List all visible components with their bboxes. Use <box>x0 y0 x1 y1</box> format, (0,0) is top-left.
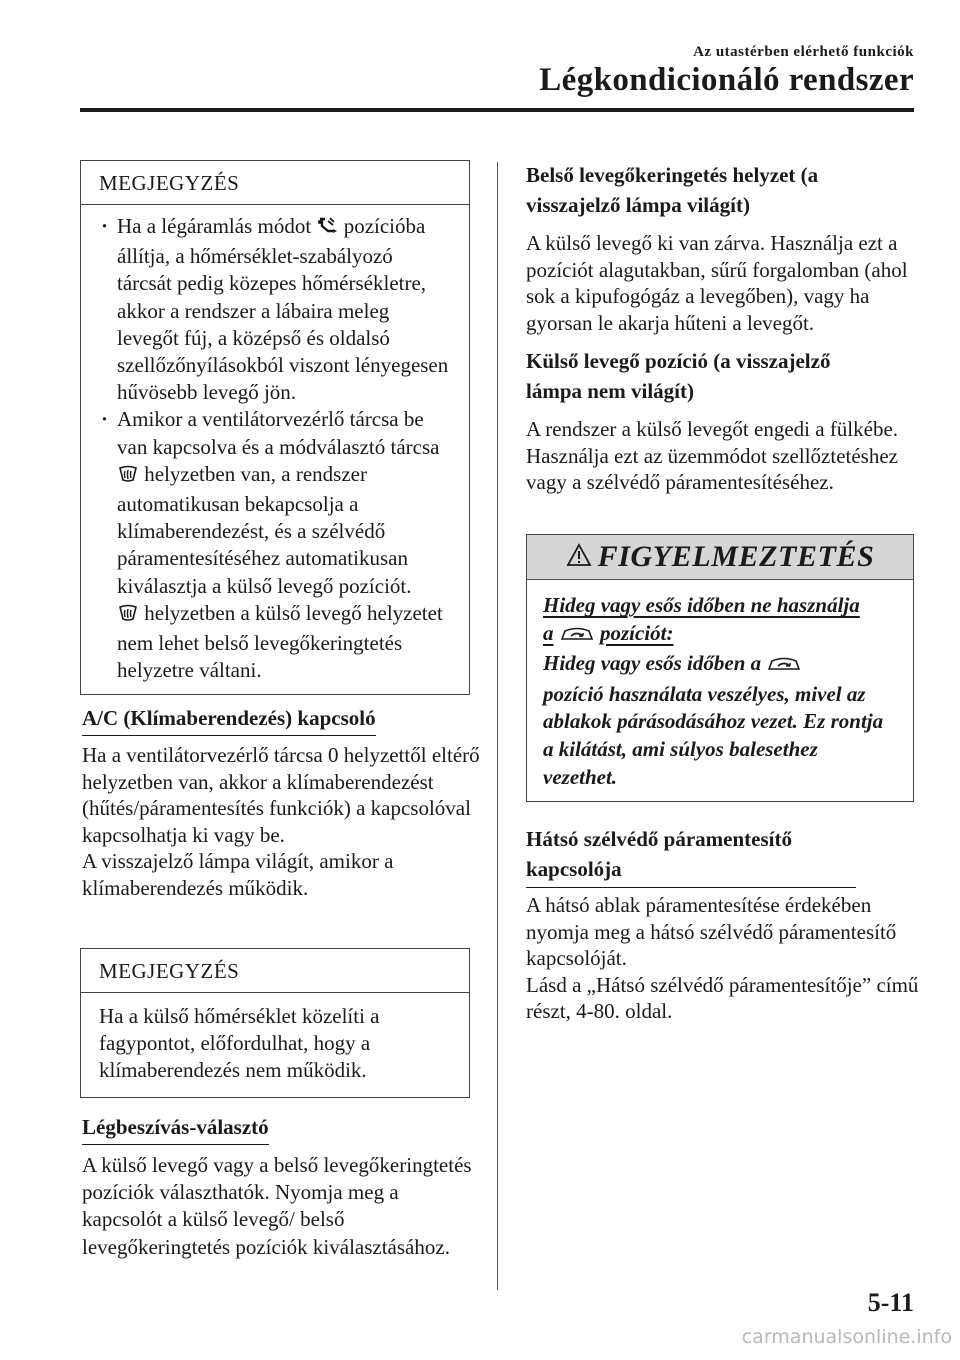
windshield-defrost-icon <box>117 603 139 630</box>
warning-text: pozíciót: <box>600 620 674 645</box>
note-body <box>81 205 469 694</box>
warning-title: FIGYELMEZTETÉS <box>597 540 875 573</box>
note-box-1 <box>80 160 470 695</box>
intake-text: A külső levegő vagy a belső levegőkeringtetés pozíciók választhatók. Nyomja meg a kapcsolót a külső levegő/ belső levegőkeringtetés pozíciók kiválasztásához. <box>82 1153 472 1259</box>
ac-text-1: Ha a ventilátorvezérlő tárcsa 0 helyzettől eltérő helyzetben van, akkor a klímaberendezést (hűtés/páramentesítés funkciók) a kapcsolóval kapcsolhatja ki vagy be. <box>82 743 480 847</box>
rear-paragraph <box>526 892 921 1025</box>
warning-line-1: Hideg vagy esős időben ne használja <box>543 593 860 617</box>
warning-header <box>527 535 913 580</box>
note-text: pozícióba állítja, a hőmérséklet-szabályozó tárcsát pedig közepes hőmérsékletre, akkor a rendszer a lábaira meleg levegőt fúj, a középső és oldalsó szellőzőnyílásokból viszont lényegesen hűvösebb levegő jön. <box>117 214 449 405</box>
chapter-subtitle: Az utastérben elérhető funkciók <box>693 44 914 60</box>
warning-triangle-icon <box>566 543 592 572</box>
ac-text-2: A visszajelző lámpa világít, amikor a klímaberendezés működik. <box>82 849 394 900</box>
ac-section <box>82 704 482 736</box>
intake-heading: Légbeszívás-választó <box>82 1113 269 1145</box>
note-title: MEGJEGYZÉS <box>81 161 469 205</box>
page-title: Légkondicionáló rendszer <box>539 62 914 98</box>
recirc-text: A külső levegő ki van zárva. Használja ezt a pozíciót alagutakban, sűrű forgalomban (ahol sok a kipufogógáz a levegőben), vagy ha gyorsan le akarja hűteni a levegőt. <box>526 231 908 335</box>
warning-line-3 <box>543 650 895 681</box>
note-title: MEGJEGYZÉS <box>81 949 469 993</box>
intake-section <box>82 1113 482 1145</box>
rear-heading: Hátsó szélvédő páramentesítő kapcsolója <box>526 824 856 888</box>
windshield-defrost-icon <box>117 464 139 491</box>
outside-text: A rendszer a külső levegőt engedi a fülkébe. Használja ezt az üzemmódot szellőztetéshez vagy a szélvédő páramentesítéséhez. <box>526 417 899 495</box>
warning-text: Hideg vagy esős időben a <box>543 651 762 676</box>
ac-heading: A/C (Klímaberendezés) kapcsoló <box>82 704 376 736</box>
note-bullet-1 <box>99 213 451 406</box>
header-rule <box>80 108 914 112</box>
note-text: helyzetben a külső levegő helyzetet nem lehet belső levegőkeringtetés helyzetre váltani. <box>117 600 443 683</box>
rear-text-2: Lásd a „Hátsó szélvédő páramentesítője” című részt, 4-80. oldal. <box>526 972 919 1024</box>
page-number: 5-11 <box>867 1288 914 1317</box>
rear-text-1: A hátsó ablak páramentesítése érdekében nyomja meg a hátsó szélvédő páramentesítő kapcsolóját. <box>526 893 897 971</box>
note-bullet-2 <box>99 406 451 684</box>
note-text: Amikor a ventilátorvezérlő tárcsa be van kapcsolva és a módválasztó tárcsa <box>117 407 440 459</box>
note-box-2 <box>80 948 470 1098</box>
warning-box <box>526 534 914 802</box>
ac-paragraph <box>82 742 482 902</box>
warning-line-2 <box>543 620 895 651</box>
warning-body <box>527 580 913 801</box>
warning-text: a <box>543 620 554 645</box>
watermark: carmanualsonline.info <box>741 1326 952 1348</box>
recirculation-icon <box>559 623 595 651</box>
note-text: Ha a légáramlás módot <box>117 214 312 238</box>
outside-heading: Külső levegő pozíció (a visszajelző lámpa nem világít) <box>526 349 831 403</box>
rear-section <box>526 824 856 888</box>
recirc-heading: Belső levegőkeringetés helyzet (a visszajelző lámpa világít) <box>526 163 819 217</box>
warning-rest: pozíció használata veszélyes, mivel az ablakok párásodásához vezet. Ez rontja a kilátást, ami súlyos balesethez vezethet. <box>543 681 884 789</box>
recirculation-icon <box>766 653 802 681</box>
note-text: helyzetben van, a rendszer automatikusan bekapcsolja a klímaberendezést, és a szélvédő páramentesítéséhez automatikusan kiválasztja a külső levegő pozíciót. <box>117 461 412 598</box>
floor-defrost-mode-icon <box>316 216 338 243</box>
column-divider <box>497 162 498 1290</box>
note-body: Ha a külső hőmérséklet közelíti a fagypontot, előfordulhat, hogy a klímaberendezés nem működik. <box>99 1004 380 1083</box>
